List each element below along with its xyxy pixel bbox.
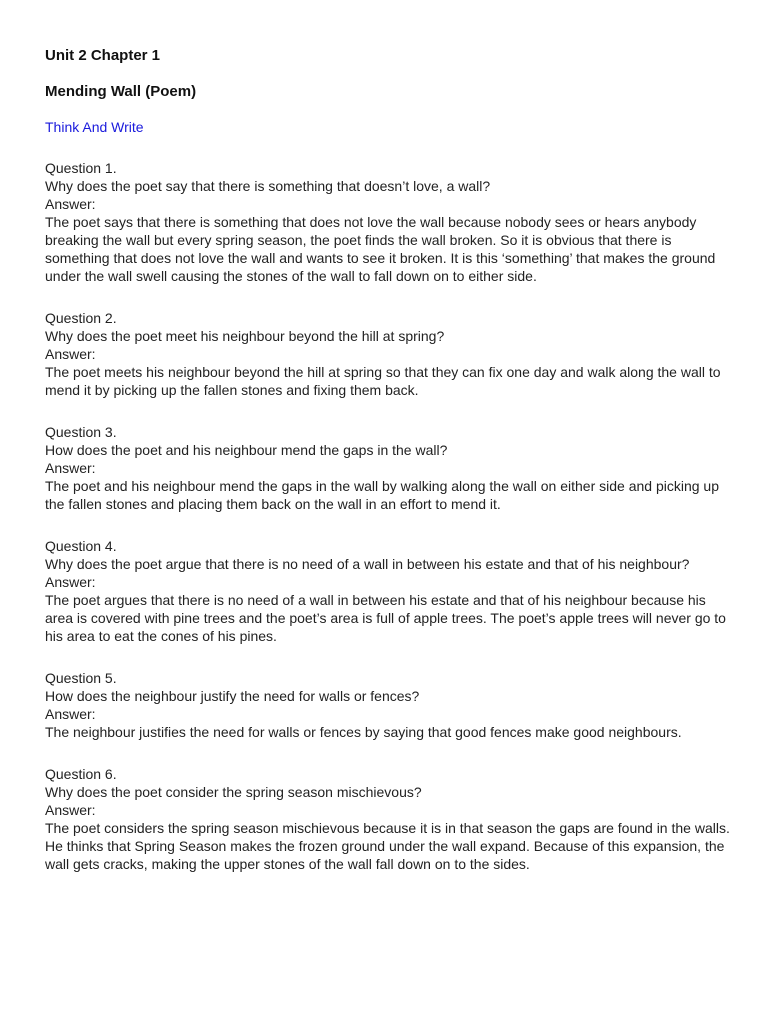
question-label: Question 5. [45,670,117,686]
question-text: Why does the poet consider the spring season mischievous? [45,784,422,800]
answer-label: Answer: [45,574,96,590]
answer-text: The poet considers the spring season mischievous because it is in that season the gaps are found in the walls. He thinks that Spring Season makes the frozen ground under the wall expand. Because of this expansion, the wall gets cracks, making the upper stones of the wall fall down on to the sides. [45,820,730,872]
question-label: Question 6. [45,766,117,782]
answer-text: The poet and his neighbour mend the gaps in the wall by walking along the wall on either side and picking up the fallen stones and placing them back on the wall in an effort to mend it. [45,478,719,512]
unit-title: Unit 2 Chapter 1 [45,47,161,64]
answer-text: The poet meets his neighbour beyond the hill at spring so that they can fix one day and walk along the wall to mend it by picking up the fallen stones and fixing them back. [45,364,721,398]
question-label: Question 3. [45,424,117,440]
question-text: Why does the poet meet his neighbour beyond the hill at spring? [45,328,445,344]
question-block-6 [45,765,735,873]
answer-label: Answer: [45,460,96,476]
answer-text: The poet argues that there is no need of a wall in between his estate and that of his neighbour because his area is covered with pine trees and the poet’s area is full of apple trees. The poet’s apple trees will never go to his area to eat the cones of his pines. [45,592,726,644]
question-block-2 [45,309,735,399]
question-label: Question 1. [45,160,117,176]
question-block-5 [45,669,735,741]
answer-label: Answer: [45,802,96,818]
question-text: Why does the poet argue that there is no need of a wall in between his estate and that of his neighbour? [45,556,690,572]
question-block-3 [45,423,735,513]
question-block-4 [45,537,735,645]
question-label: Question 2. [45,310,117,326]
section-title: Think And Write [45,119,144,135]
question-text: How does the poet and his neighbour mend the gaps in the wall? [45,442,448,458]
answer-label: Answer: [45,706,96,722]
document-page [45,46,735,897]
answer-label: Answer: [45,346,96,362]
poem-title: Mending Wall (Poem) [45,83,197,100]
answer-label: Answer: [45,196,96,212]
answer-text: The poet says that there is something that does not love the wall because nobody sees or hears anybody breaking the wall but every spring season, the poet finds the wall broken. So it is obvious that there is something that does not love the wall and wants to see it broken. It is this ‘something’ that makes the ground under the wall swell causing the stones of the wall to fall down on to either side. [45,214,716,284]
question-text: Why does the poet say that there is something that doesn’t love, a wall? [45,178,491,194]
question-text: How does the neighbour justify the need for walls or fences? [45,688,420,704]
answer-text: The neighbour justifies the need for walls or fences by saying that good fences make good neighbours. [45,724,682,740]
question-block-1 [45,159,735,285]
question-label: Question 4. [45,538,117,554]
